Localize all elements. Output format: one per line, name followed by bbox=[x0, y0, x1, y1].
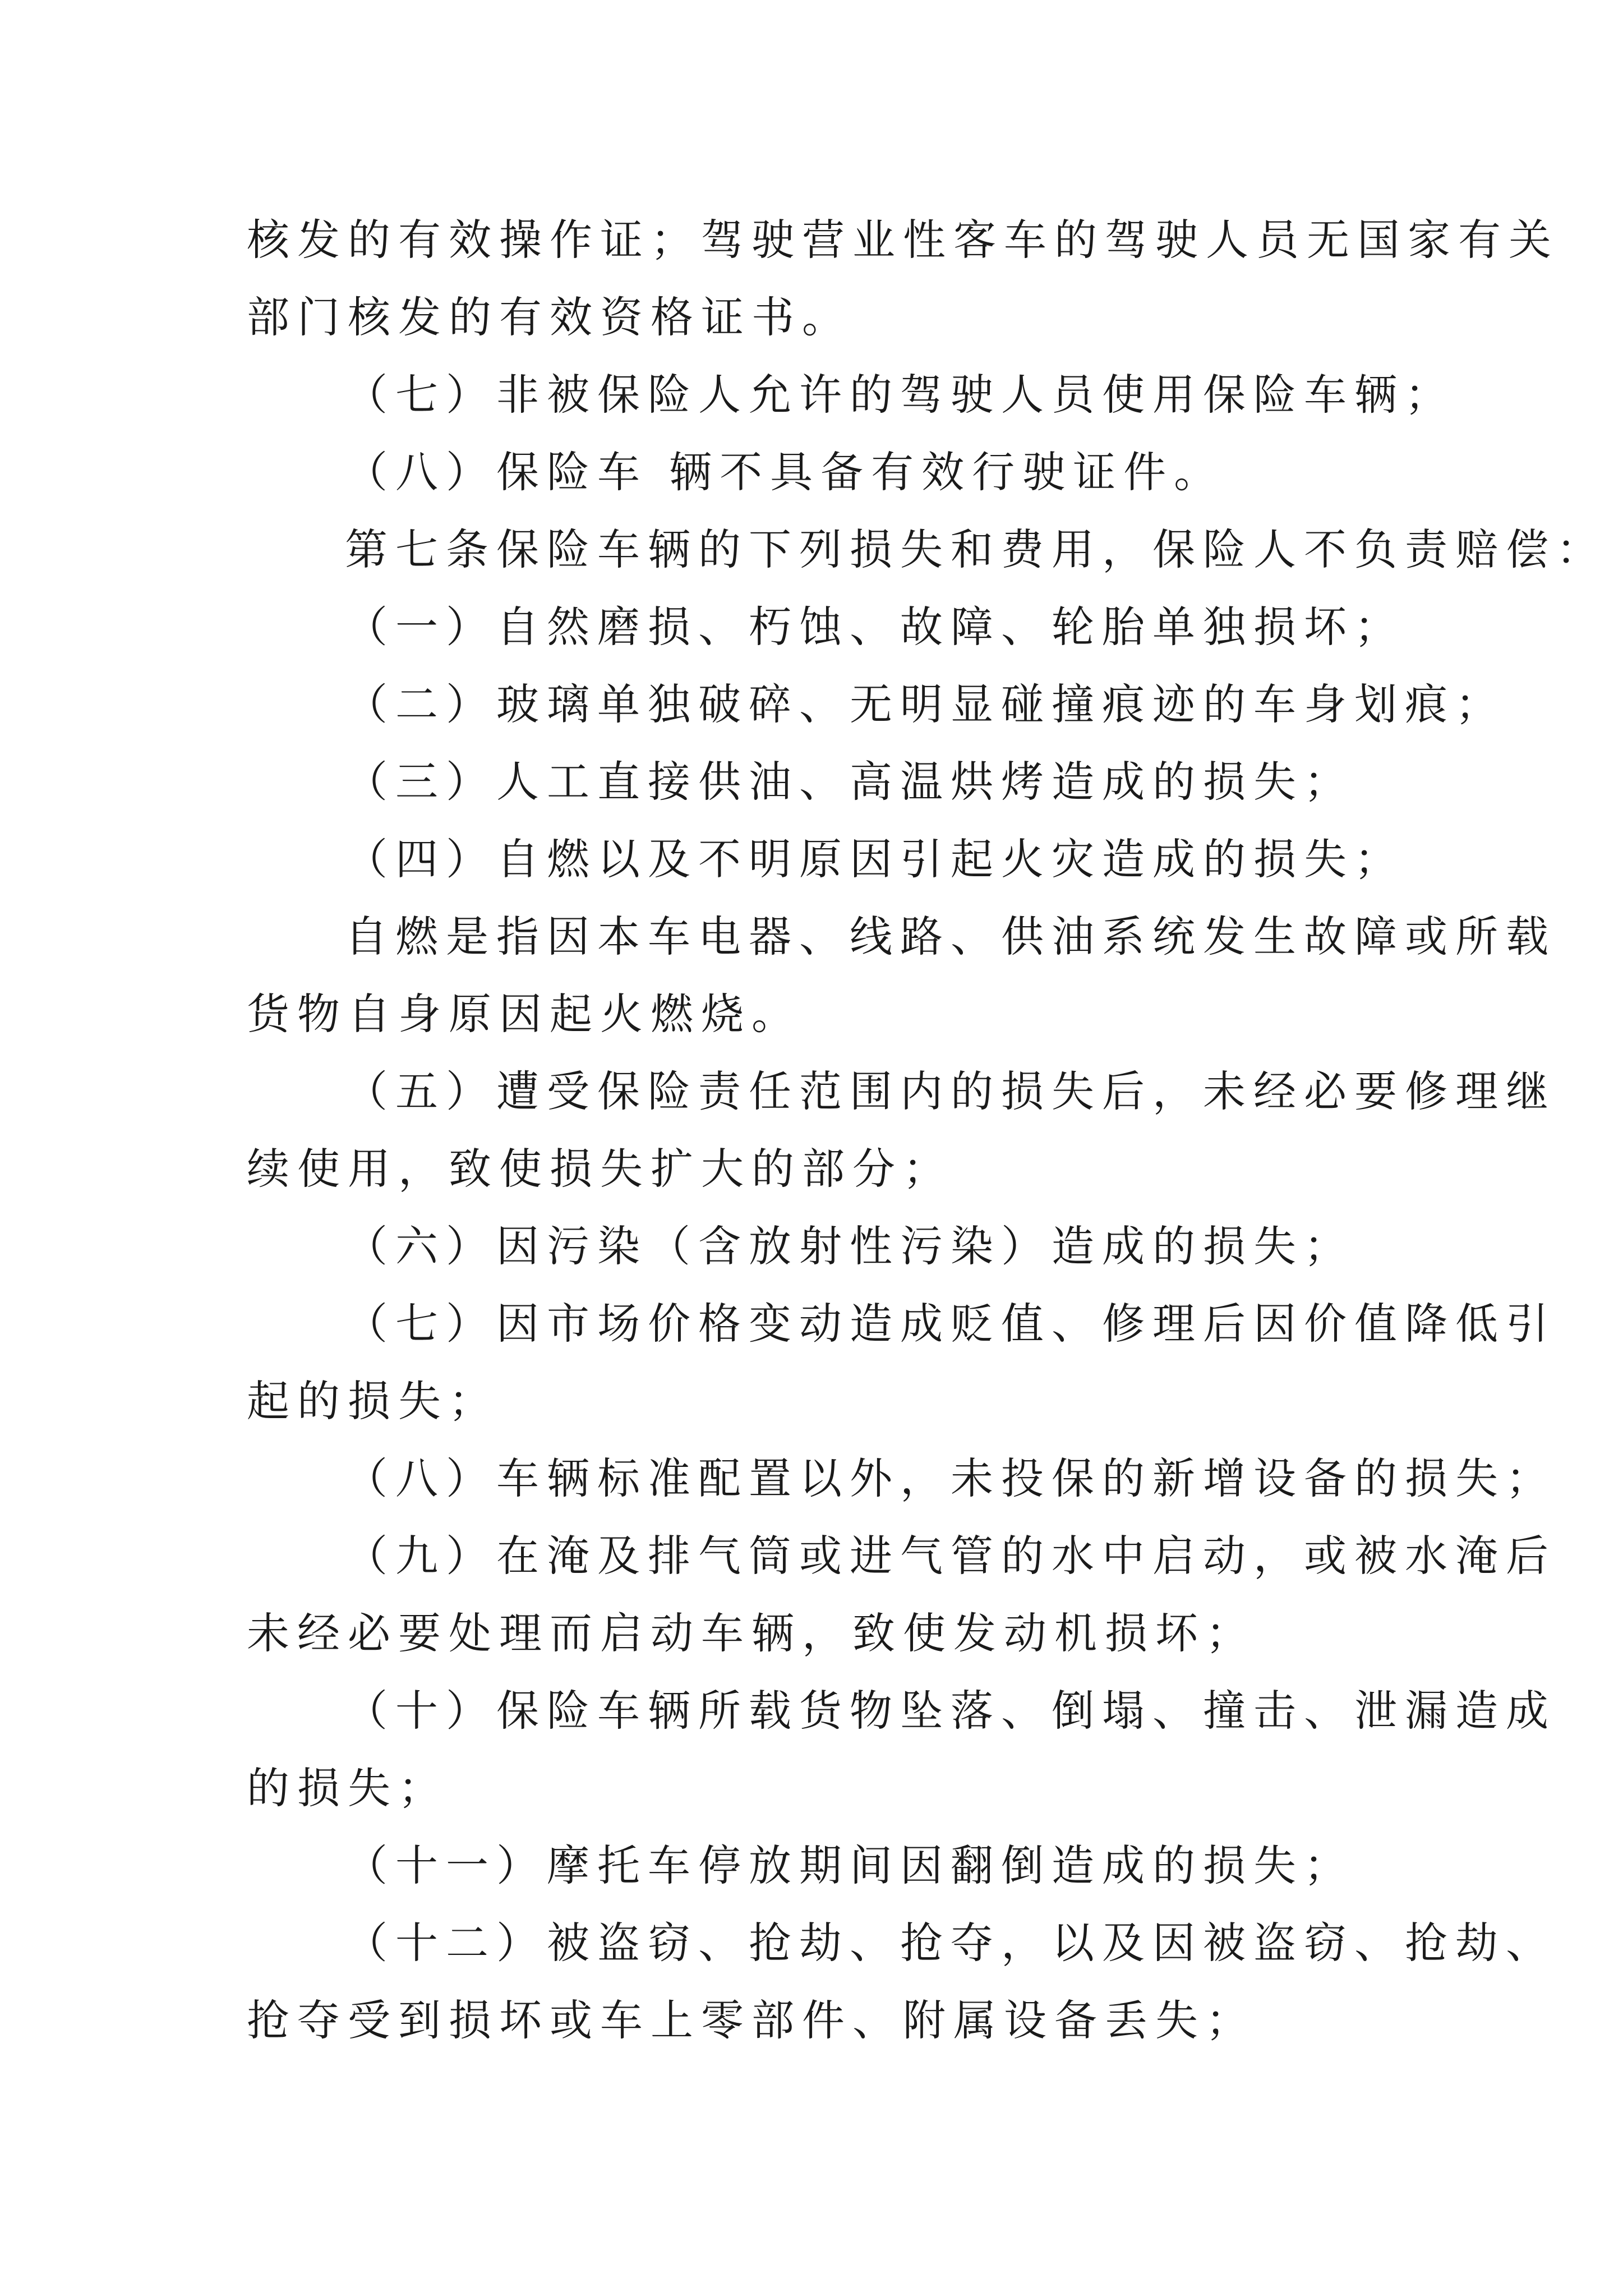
text-line: 货物自身原因起火燃烧。 bbox=[247, 989, 802, 1039]
text-line: 的损失； bbox=[247, 1763, 449, 1813]
text-line: 部门核发的有效资格证书。 bbox=[247, 292, 852, 342]
text-line: （十）保险车辆所载货物坠落、倒塌、撞击、泄漏造成 bbox=[345, 1686, 1556, 1736]
text-line: （五）遭受保险责任范围内的损失后，未经必要修理继 bbox=[345, 1066, 1556, 1116]
text-line: （七）非被保险人允许的驾驶人员使用保险车辆； bbox=[345, 370, 1455, 420]
text-line: （八）保险车 辆不具备有效行驶证件。 bbox=[345, 447, 1225, 497]
text-line: 起的损失； bbox=[247, 1376, 499, 1426]
text-line: 自燃是指因本车电器、线路、供油系统发生故障或所载 bbox=[345, 912, 1556, 961]
text-line: 第七条保险车辆的下列损失和费用，保险人不负责赔偿： bbox=[345, 524, 1607, 574]
text-line: （八）车辆标准配置以外，未投保的新增设备的损失； bbox=[345, 1453, 1556, 1503]
text-line: （七）因市场价格变动造成贬值、修理后因价值降低引 bbox=[345, 1299, 1556, 1349]
text-line: （十二）被盗窃、抢劫、抢夺，以及因被盗窃、抢劫、 bbox=[345, 1918, 1556, 1968]
text-line: 抢夺受到损坏或车上零部件、附属设备丢失； bbox=[247, 1995, 1256, 2045]
text-line: （十一）摩托车停放期间因翻倒造成的损失； bbox=[345, 1841, 1354, 1890]
text-line: 未经必要处理而启动车辆，致使发动机损坏； bbox=[247, 1608, 1256, 1658]
text-line: （四）自燃以及不明原因引起火灾造成的损失； bbox=[345, 834, 1405, 884]
text-line: （九）在淹及排气筒或进气管的水中启动，或被水淹后 bbox=[345, 1531, 1556, 1581]
text-line: （六）因污染（含放射性污染）造成的损失； bbox=[345, 1221, 1354, 1271]
text-line: 核发的有效操作证；驾驶营业性客车的驾驶人员无国家有关 bbox=[247, 215, 1559, 265]
text-line: （二）玻璃单独破碎、无明显碰撞痕迹的车身划痕； bbox=[345, 679, 1506, 729]
text-line: （一）自然磨损、朽蚀、故障、轮胎单独损坏； bbox=[345, 602, 1405, 652]
text-line: 续使用，致使损失扩大的部分； bbox=[247, 1144, 953, 1194]
text-line: （三）人工直接供油、高温烘烤造成的损失； bbox=[345, 757, 1354, 807]
